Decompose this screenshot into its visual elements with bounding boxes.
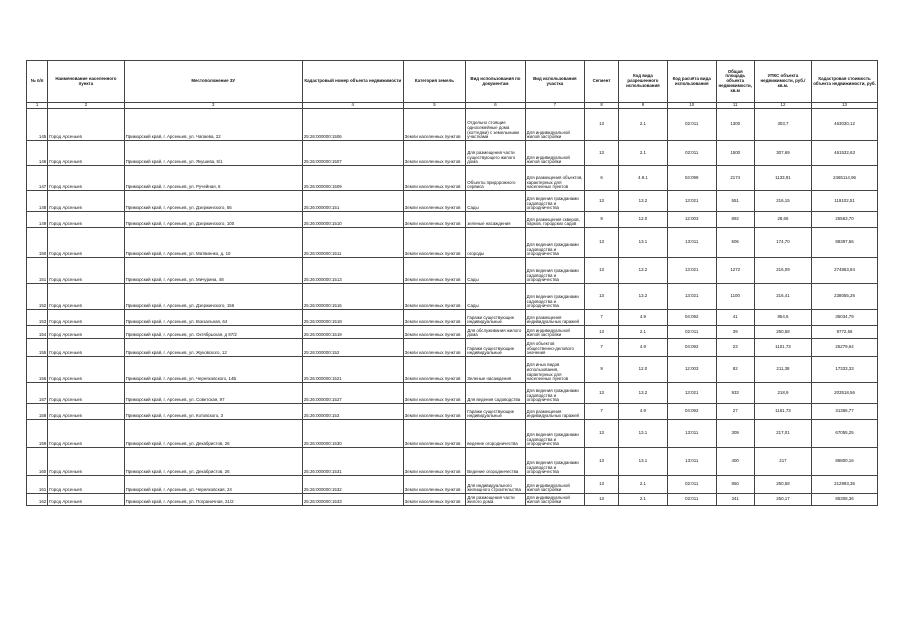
cadastral-number-cell: 25:26:000000:1533 <box>302 494 403 506</box>
segment-cell: 13 <box>585 109 619 141</box>
row-number-cell: 148 <box>27 191 48 212</box>
use-by-documents-cell: Для размещения части существующего жилого дома <box>466 141 525 166</box>
header-cell: Код вида разрешенного использования <box>619 61 668 103</box>
calculation-code-cell: 13:011 <box>667 448 716 476</box>
area-cell: 933 <box>716 383 754 404</box>
segment-cell: 13 <box>585 141 619 166</box>
segment-cell: 13 <box>585 228 619 258</box>
settlement-name-cell: Город Арсеньев <box>48 212 124 228</box>
cadastral-number-cell: 25:26:000000:1532 <box>302 476 403 494</box>
cadastral-number-cell: 25:26:000000:1518 <box>302 310 403 326</box>
segment-cell: 9 <box>585 212 619 228</box>
table-row <box>27 109 878 141</box>
calculation-code-cell: 04:099 <box>667 166 716 191</box>
settlement-name-cell: Город Арсеньев <box>48 448 124 476</box>
permitted-use-code-cell: 12.0 <box>619 212 668 228</box>
use-by-documents-cell: огороды <box>466 228 525 258</box>
specific-cadastral-value-cell: 250,58 <box>754 326 811 339</box>
specific-cadastral-value-cell: 217 <box>754 448 811 476</box>
cadastral-value-cell: 86800,16 <box>812 448 878 476</box>
calculation-code-cell: 02:011 <box>667 141 716 166</box>
specific-cadastral-value-cell: 250,17 <box>754 494 811 506</box>
land-category-cell: Земли населенных пунктов <box>403 166 466 191</box>
column-number: 7 <box>525 103 584 109</box>
actual-use-cell: Для индивидуальной жилой застройки <box>525 326 584 339</box>
row-number-cell: 146 <box>27 141 48 166</box>
calculation-code-cell: 02:011 <box>667 476 716 494</box>
settlement-name-cell: Город Арсеньев <box>48 383 124 404</box>
calculation-code-cell: 04:092 <box>667 310 716 326</box>
settlement-name-cell: Город Арсеньев <box>48 420 124 448</box>
land-plot-location-cell: Приморский край, г. Арсеньев, ул. Чапаева, 22 <box>124 109 302 141</box>
land-category-cell: Земли населенных пунктов <box>403 404 466 420</box>
segment-cell: 7 <box>585 404 619 420</box>
cadastral-number-cell: 25:26:000000:1507 <box>302 141 403 166</box>
use-by-documents-cell: Для ведения садоводства <box>466 383 525 404</box>
permitted-use-code-cell: 13.1 <box>619 228 668 258</box>
table-row <box>27 404 878 420</box>
land-category-cell: Земли населенных пунктов <box>403 476 466 494</box>
cadastral-number-cell: 25:26:000000:1521 <box>302 357 403 383</box>
cadastral-value-cell: 67055,25 <box>812 420 878 448</box>
table-row <box>27 258 878 284</box>
actual-use-cell: Для ведения гражданами садоводства и огородничества <box>525 191 584 212</box>
permitted-use-code-cell: 4.9 <box>619 404 668 420</box>
calculation-code-cell: 02:011 <box>667 494 716 506</box>
cadastral-value-cell: 212993,36 <box>812 476 878 494</box>
land-plot-location-cell: Приморский край, г. Арсеньев, ул. Советская, 97 <box>124 383 302 404</box>
specific-cadastral-value-cell: 28,66 <box>754 212 811 228</box>
land-category-cell: Земли населенных пунктов <box>403 191 466 212</box>
land-category-cell: Земли населенных пунктов <box>403 339 466 357</box>
table-row <box>27 284 878 310</box>
segment-cell: 6 <box>585 166 619 191</box>
segment-cell: 13 <box>585 258 619 284</box>
land-category-cell: Земли населенных пунктов <box>403 357 466 383</box>
row-number-cell: 151 <box>27 258 48 284</box>
land-plot-location-cell: Приморский край, г. Арсеньев, ул. Дзержинского, 156 <box>124 284 302 310</box>
calculation-code-cell: 12:003 <box>667 212 716 228</box>
segment-cell: 13 <box>585 420 619 448</box>
land-plot-location-cell: Приморский край, г. Арсеньев, ул. Черняховская, 24 <box>124 476 302 494</box>
use-by-documents-cell: Зеленые насаждения <box>466 357 525 383</box>
land-category-cell: Земли населенных пунктов <box>403 212 466 228</box>
calculation-code-cell: 02:011 <box>667 109 716 141</box>
header-cell: Кадастровая стоимость объекта недвижимости, руб. <box>812 61 878 103</box>
cadastral-value-cell: 9772,56 <box>812 326 878 339</box>
calculation-code-cell: 13:021 <box>667 191 716 212</box>
use-by-documents-cell: Отдельно стоящие односемейные дома (коттеджи) с земельными участками <box>466 109 525 141</box>
settlement-name-cell: Город Арсеньев <box>48 339 124 357</box>
land-category-cell: Земли населенных пунктов <box>403 228 466 258</box>
table-row <box>27 476 878 494</box>
cadastral-number-cell: 25:26:000000:1531 <box>302 448 403 476</box>
land-category-cell: Земли населенных пунктов <box>403 310 466 326</box>
table-body <box>27 109 878 506</box>
cadastral-number-cell: 25:26:000000:153 <box>302 404 403 420</box>
calculation-code-cell: 13:011 <box>667 228 716 258</box>
specific-cadastral-value-cell: 174,70 <box>754 228 811 258</box>
column-number: 10 <box>667 103 716 109</box>
cadastral-number-cell: 25:26:000000:1509 <box>302 166 403 191</box>
header-row <box>27 61 878 103</box>
header-cell: Сегмент <box>585 61 619 103</box>
settlement-name-cell: Город Арсеньев <box>48 494 124 506</box>
cadastral-number-cell: 25:26:000000:1506 <box>302 109 403 141</box>
calculation-code-cell: 12:003 <box>667 357 716 383</box>
land-category-cell: Земли населенных пунктов <box>403 141 466 166</box>
row-number-cell: 156 <box>27 357 48 383</box>
actual-use-cell: Для индивидуальной жилой застройки <box>525 476 584 494</box>
land-plot-location-cell: Приморский край, г. Арсеньев, ул. Пограничная, 21/2 <box>124 494 302 506</box>
header-cell: № п/п <box>27 61 48 103</box>
cadastral-number-cell: 25:26:000000:1519 <box>302 326 403 339</box>
row-number-cell: 153 <box>27 310 48 326</box>
specific-cadastral-value-cell: 217,01 <box>754 420 811 448</box>
calculation-code-cell: 13:021 <box>667 258 716 284</box>
cadastral-value-cell: 238055,26 <box>812 284 878 310</box>
land-category-cell: Земли населенных пунктов <box>403 420 466 448</box>
land-category-cell: Земли населенных пунктов <box>403 284 466 310</box>
cadastral-number-cell: 25:26:000000:1527 <box>302 383 403 404</box>
area-cell: 400 <box>716 448 754 476</box>
segment-cell: 7 <box>585 339 619 357</box>
segment-cell: 13 <box>585 191 619 212</box>
column-number: 8 <box>585 103 619 109</box>
settlement-name-cell: Город Арсеньев <box>48 141 124 166</box>
table-row <box>27 494 878 506</box>
table-row <box>27 448 878 476</box>
row-number-cell: 154 <box>27 326 48 339</box>
table-row <box>27 310 878 326</box>
table-row <box>27 191 878 212</box>
calculation-code-cell: 04:092 <box>667 404 716 420</box>
land-plot-location-cell: Приморский край, г. Арсеньев, ул. Октябрьская, д 97/2 <box>124 326 302 339</box>
actual-use-cell: Для индивидуальной жилой застройки <box>525 494 584 506</box>
cadastral-value-cell: 88397,56 <box>812 228 878 258</box>
specific-cadastral-value-cell: 216,09 <box>754 258 811 284</box>
settlement-name-cell: Город Арсеньев <box>48 109 124 141</box>
land-plot-location-cell: Приморский край, г. Арсеньев, ул. Мичурина, 48 <box>124 258 302 284</box>
cadastral-value-cell: 85308,36 <box>812 494 878 506</box>
actual-use-cell: Для ведения гражданами садоводства и огородничества <box>525 284 584 310</box>
header-cell: Кадастровый номер объекта недвижимости <box>302 61 403 103</box>
settlement-name-cell: Город Арсеньев <box>48 166 124 191</box>
segment-cell: 7 <box>585 310 619 326</box>
actual-use-cell: Для индивидуальной жилой застройки <box>525 141 584 166</box>
row-number-cell: 150 <box>27 228 48 258</box>
row-number-cell: 149 <box>27 212 48 228</box>
column-number: 11 <box>716 103 754 109</box>
settlement-name-cell: Город Арсеньев <box>48 228 124 258</box>
cadastral-value-cell: 35034,79 <box>812 310 878 326</box>
permitted-use-code-cell: 2.1 <box>619 494 668 506</box>
actual-use-cell: Для размещения объектов, характерных для населенных пунктов <box>525 166 584 191</box>
land-category-cell: Земли населенных пунктов <box>403 326 466 339</box>
permitted-use-code-cell: 13.2 <box>619 191 668 212</box>
use-by-documents-cell: Сады <box>466 258 525 284</box>
area-cell: 551 <box>716 191 754 212</box>
header-cell: Вид использования по документам <box>466 61 525 103</box>
use-by-documents-cell: Для размещения части жилого дома <box>466 494 525 506</box>
permitted-use-code-cell: 2.1 <box>619 326 668 339</box>
land-plot-location-cell: Приморский край, г. Арсеньев, ул. Вокзальная, 64 <box>124 310 302 326</box>
area-cell: 506 <box>716 228 754 258</box>
specific-cadastral-value-cell: 216,41 <box>754 284 811 310</box>
actual-use-cell: Для ведения гражданами садоводства и огородничества <box>525 228 584 258</box>
land-plot-location-cell: Приморский край, г. Арсеньев, ул. Жуковского, 12 <box>124 339 302 357</box>
land-plot-location-cell: Приморский край, г. Арсеньев, ул. Декабристов, 26 <box>124 448 302 476</box>
specific-cadastral-value-cell: 854,5 <box>754 310 811 326</box>
use-by-documents-cell: зеленые насаждения <box>466 212 525 228</box>
calculation-code-cell: 13:011 <box>667 420 716 448</box>
column-number: 9 <box>619 103 668 109</box>
permitted-use-code-cell: 13.2 <box>619 383 668 404</box>
actual-use-cell: Для размещения индивидуальных гаражей <box>525 404 584 420</box>
cadastral-value-table <box>26 60 878 506</box>
land-plot-location-cell: Приморский край, г. Арсеньев, ул. Ручейная, 6 <box>124 166 302 191</box>
table-row <box>27 339 878 357</box>
permitted-use-code-cell: 12.0 <box>619 357 668 383</box>
calculation-code-cell: 04:092 <box>667 339 716 357</box>
use-by-documents-cell: ведение огородничества <box>466 420 525 448</box>
actual-use-cell: Для ведения гражданами садоводства и огородничества <box>525 448 584 476</box>
area-cell: 1500 <box>716 141 754 166</box>
area-cell: 41 <box>716 310 754 326</box>
settlement-name-cell: Город Арсеньев <box>48 476 124 494</box>
row-number-cell: 160 <box>27 448 48 476</box>
cadastral-value-cell: 274863,84 <box>812 258 878 284</box>
cadastral-number-cell: 25:26:000000:1510 <box>302 212 403 228</box>
calculation-code-cell: 02:011 <box>667 326 716 339</box>
column-number: 12 <box>754 103 811 109</box>
column-number: 2 <box>48 103 124 109</box>
use-by-documents-cell: Гаражи существующие индивидуальные <box>466 404 525 420</box>
specific-cadastral-value-cell: 303,7 <box>754 109 811 141</box>
row-number-cell: 152 <box>27 284 48 310</box>
area-cell: 341 <box>716 494 754 506</box>
use-by-documents-cell: Сады <box>466 191 525 212</box>
actual-use-cell: Для ведения гражданами садоводства и огородничества <box>525 383 584 404</box>
permitted-use-code-cell: 13.1 <box>619 420 668 448</box>
land-category-cell: Земли населенных пунктов <box>403 383 466 404</box>
header-cell: Общая площадь объекта недвижимости, кв.м <box>716 61 754 103</box>
row-number-cell: 147 <box>27 166 48 191</box>
area-cell: 82 <box>716 357 754 383</box>
row-number-cell: 157 <box>27 383 48 404</box>
cadastral-value-cell: 31366,77 <box>812 404 878 420</box>
permitted-use-code-cell: 13.2 <box>619 258 668 284</box>
actual-use-cell: Для объектов общественно-делового значения <box>525 339 584 357</box>
permitted-use-code-cell: 2.1 <box>619 109 668 141</box>
row-number-cell: 161 <box>27 476 48 494</box>
header-cell: Местоположение ЗУ <box>124 61 302 103</box>
use-by-documents-cell: Сады <box>466 284 525 310</box>
land-plot-location-cell: Приморский край, г. Арсеньев, ул. Декабристов, 26 <box>124 420 302 448</box>
actual-use-cell: Для иных видов использования, характерных для населенных пунктов <box>525 357 584 383</box>
land-plot-location-cell: Приморский край, г. Арсеньев, ул. Матвиенко, д. 10 <box>124 228 302 258</box>
land-plot-location-cell: Приморский край, г. Арсеньев, ул. Черняховского, 14Б <box>124 357 302 383</box>
cadastral-value-cell: 461532,63 <box>812 141 878 166</box>
header-cell: УПКС объекта недвижимости, руб./кв.м. <box>754 61 811 103</box>
cadastral-value-cell: 2465114,96 <box>812 166 878 191</box>
segment-cell: 13 <box>585 494 619 506</box>
table-row <box>27 228 878 258</box>
settlement-name-cell: Город Арсеньев <box>48 404 124 420</box>
use-by-documents-cell: Ведение огородничества <box>466 448 525 476</box>
calculation-code-cell: 13:021 <box>667 284 716 310</box>
actual-use-cell: Для ведения гражданами садоводства и огородничества <box>525 258 584 284</box>
specific-cadastral-value-cell: 1161,73 <box>754 404 811 420</box>
use-by-documents-cell: Гаражи существующие индивидуальные <box>466 310 525 326</box>
specific-cadastral-value-cell: 307,69 <box>754 141 811 166</box>
settlement-name-cell: Город Арсеньев <box>48 258 124 284</box>
segment-cell: 9 <box>585 357 619 383</box>
row-number-cell: 145 <box>27 109 48 141</box>
settlement-name-cell: Город Арсеньев <box>48 191 124 212</box>
table-row <box>27 212 878 228</box>
permitted-use-code-cell: 4.9 <box>619 339 668 357</box>
row-number-cell: 158 <box>27 404 48 420</box>
land-plot-location-cell: Приморский край, г. Арсеньев, ул. Дзержинского, 56 <box>124 191 302 212</box>
area-cell: 1100 <box>716 284 754 310</box>
specific-cadastral-value-cell: 1101,73 <box>754 339 811 357</box>
header-cell: Вид использования участка <box>525 61 584 103</box>
cadastral-number-cell: 25:26:000000:151 <box>302 191 403 212</box>
column-number: 3 <box>124 103 302 109</box>
settlement-name-cell: Город Арсеньев <box>48 284 124 310</box>
permitted-use-code-cell: 2.1 <box>619 141 668 166</box>
land-category-cell: Земли населенных пунктов <box>403 494 466 506</box>
permitted-use-code-cell: 4.9.1 <box>619 166 668 191</box>
data-table <box>26 60 878 506</box>
specific-cadastral-value-cell: 218,9 <box>754 383 811 404</box>
segment-cell: 13 <box>585 284 619 310</box>
permitted-use-code-cell: 4.9 <box>619 310 668 326</box>
header-cell: Категория земель <box>403 61 466 103</box>
column-number: 5 <box>403 103 466 109</box>
table-row <box>27 420 878 448</box>
segment-cell: 13 <box>585 326 619 339</box>
row-number-cell: 162 <box>27 494 48 506</box>
cadastral-value-cell: 25563,70 <box>812 212 878 228</box>
actual-use-cell: Для индивидуальной жилой застройки <box>525 109 584 141</box>
area-cell: 309 <box>716 420 754 448</box>
settlement-name-cell: Город Арсеньев <box>48 326 124 339</box>
cadastral-value-cell: 463030,12 <box>812 109 878 141</box>
table-row <box>27 326 878 339</box>
permitted-use-code-cell: 2.1 <box>619 476 668 494</box>
calculation-code-cell: 13:021 <box>667 383 716 404</box>
land-category-cell: Земли населенных пунктов <box>403 448 466 476</box>
column-number: 13 <box>812 103 878 109</box>
header-cell: Код расчёта вида использования <box>667 61 716 103</box>
land-category-cell: Земли населенных пунктов <box>403 109 466 141</box>
use-by-documents-cell: Объекты придорожного сервиса <box>466 166 525 191</box>
table-row <box>27 141 878 166</box>
use-by-documents-cell: Для обслуживания жилого дома <box>466 326 525 339</box>
cadastral-value-cell: 25279,64 <box>812 339 878 357</box>
cadastral-number-cell: 25:26:000000:1511 <box>302 228 403 258</box>
cadastral-number-cell: 25:26:000000:152 <box>302 339 403 357</box>
permitted-use-code-cell: 13.2 <box>619 284 668 310</box>
column-number: 1 <box>27 103 48 109</box>
table-row <box>27 383 878 404</box>
area-cell: 1300 <box>716 109 754 141</box>
area-cell: 2174 <box>716 166 754 191</box>
specific-cadastral-value-cell: 216,15 <box>754 191 811 212</box>
area-cell: 850 <box>716 476 754 494</box>
segment-cell: 13 <box>585 448 619 476</box>
land-plot-location-cell: Приморский край, г. Арсеньев, ул. Якушева, 5/1 <box>124 141 302 166</box>
settlement-name-cell: Город Арсеньев <box>48 310 124 326</box>
column-number: 6 <box>466 103 525 109</box>
specific-cadastral-value-cell: 1133,91 <box>754 166 811 191</box>
area-cell: 27 <box>716 404 754 420</box>
cadastral-value-cell: 17333,33 <box>812 357 878 383</box>
cadastral-value-cell: 203518,56 <box>812 383 878 404</box>
cadastral-number-cell: 25:26:000000:1513 <box>302 258 403 284</box>
cadastral-value-cell: 119102,51 <box>812 191 878 212</box>
cadastral-number-cell: 25:26:000000:1516 <box>302 284 403 310</box>
land-plot-location-cell: Приморский край, г. Арсеньев, ул. Дзержинского, 100 <box>124 212 302 228</box>
actual-use-cell: Для ведения гражданами садоводства и огородничества <box>525 420 584 448</box>
column-number: 4 <box>302 103 403 109</box>
specific-cadastral-value-cell: 211,38 <box>754 357 811 383</box>
segment-cell: 13 <box>585 476 619 494</box>
area-cell: 1272 <box>716 258 754 284</box>
use-by-documents-cell: Для индивидуального жилищного строительства <box>466 476 525 494</box>
land-plot-location-cell: Приморский край, г. Арсеньев, ул. Котовского, 3 <box>124 404 302 420</box>
table-row <box>27 166 878 191</box>
specific-cadastral-value-cell: 250,58 <box>754 476 811 494</box>
area-cell: 892 <box>716 212 754 228</box>
settlement-name-cell: Город Арсеньев <box>48 357 124 383</box>
actual-use-cell: Для размещения индивидуальных гаражей <box>525 310 584 326</box>
segment-cell: 13 <box>585 383 619 404</box>
area-cell: 23 <box>716 339 754 357</box>
use-by-documents-cell: Гаражи существующие индивидуальные <box>466 339 525 357</box>
table-row <box>27 357 878 383</box>
land-category-cell: Земли населенных пунктов <box>403 258 466 284</box>
permitted-use-code-cell: 13.1 <box>619 448 668 476</box>
actual-use-cell: Для размещения скверов, парков, городских садов <box>525 212 584 228</box>
row-number-cell: 155 <box>27 339 48 357</box>
header-cell: Наименование населенного пункта <box>48 61 124 103</box>
cadastral-number-cell: 25:26:000000:1530 <box>302 420 403 448</box>
area-cell: 39 <box>716 326 754 339</box>
row-number-cell: 159 <box>27 420 48 448</box>
